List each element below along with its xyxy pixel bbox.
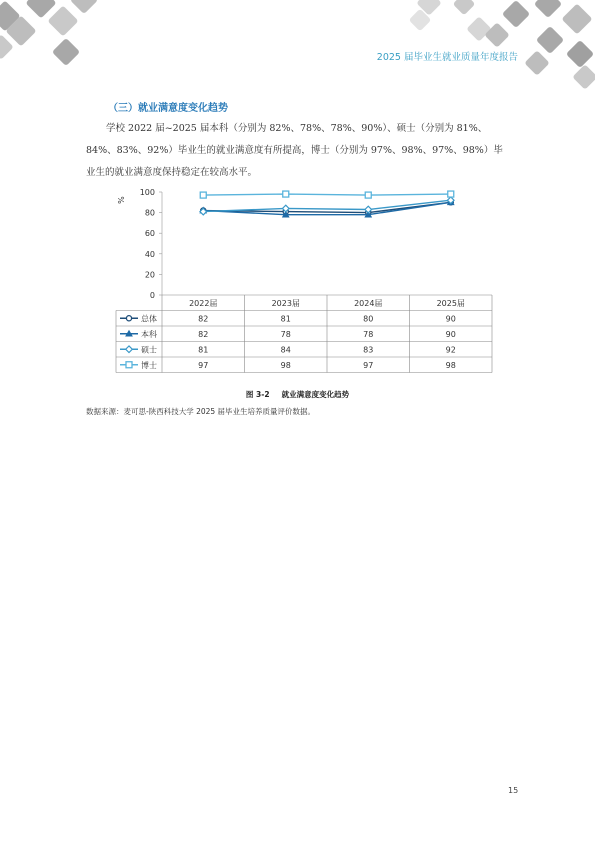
y-axis-label: % [117,196,126,204]
data-label: 92 [445,345,456,355]
data-label: 83 [363,345,374,355]
legend-marker [126,362,132,368]
data-label: 98 [445,360,456,370]
data-point [283,191,289,197]
x-tick-label: 2022届 [189,298,218,308]
left-diamonds [0,0,98,66]
series-line [203,200,451,211]
data-label: 78 [363,329,374,339]
satisfaction-trend-chart [110,180,500,380]
data-table [116,295,492,373]
data-label: 81 [280,314,291,324]
data-label: 82 [198,314,209,324]
data-label: 97 [363,360,374,370]
data-label: 98 [280,360,291,370]
figure-caption [0,389,595,400]
figure-number: 图 3-2 [245,390,270,399]
legend-label: 总体 [141,314,157,324]
report-header-title: 2025 届毕业生就业质量年度报告 [376,52,518,63]
right-diamonds [409,0,595,90]
series-本科 [200,199,454,217]
data-label: 90 [445,314,456,324]
legend-label: 博士 [141,360,157,370]
section-heading: （三）就业满意度变化趋势 [108,103,228,114]
series-line [203,194,451,195]
chart-container [110,180,500,380]
data-point [448,191,454,197]
data-source-note: 数据来源：麦可思-陕西科技大学 2025 届毕业生培养质量评价数据。 [86,407,316,416]
y-tick-label: 60 [144,229,155,239]
data-label: 80 [363,314,374,324]
x-tick-label: 2025届 [436,298,465,308]
y-tick-label: 100 [139,188,155,197]
body-paragraph: 学校 2022 届~2025 届本科（分别为 82%、78%、78%、90%）、硕士（分别为 81%、84%、83%、92%）毕业生的就业满意度有所提高，博士（分别为 97%、98%、97%、98%）毕业生的就业满意度保持稳定在较高水平。 [86,123,503,178]
figure-title: 就业满意度变化趋势 [281,390,350,399]
data-point [200,192,206,198]
data-label: 84 [280,345,291,355]
y-tick-label: 40 [144,249,155,259]
data-label: 82 [198,329,209,339]
data-point [365,192,371,198]
legend-label: 硕士 [141,345,157,355]
x-tick-label: 2024届 [354,298,383,308]
x-tick-label: 2023届 [271,298,300,308]
y-tick-label: 80 [144,208,155,218]
data-label: 90 [445,329,456,339]
data-label: 97 [198,360,209,370]
legend-marker [126,346,133,353]
y-tick-label: 0 [149,291,155,300]
page-number: 15 [508,786,519,795]
data-label: 81 [198,345,209,355]
legend-label: 本科 [141,329,157,339]
y-tick-label: 20 [144,270,155,280]
series-博士 [200,191,454,198]
legend-marker [126,316,131,321]
data-label: 78 [280,329,291,339]
